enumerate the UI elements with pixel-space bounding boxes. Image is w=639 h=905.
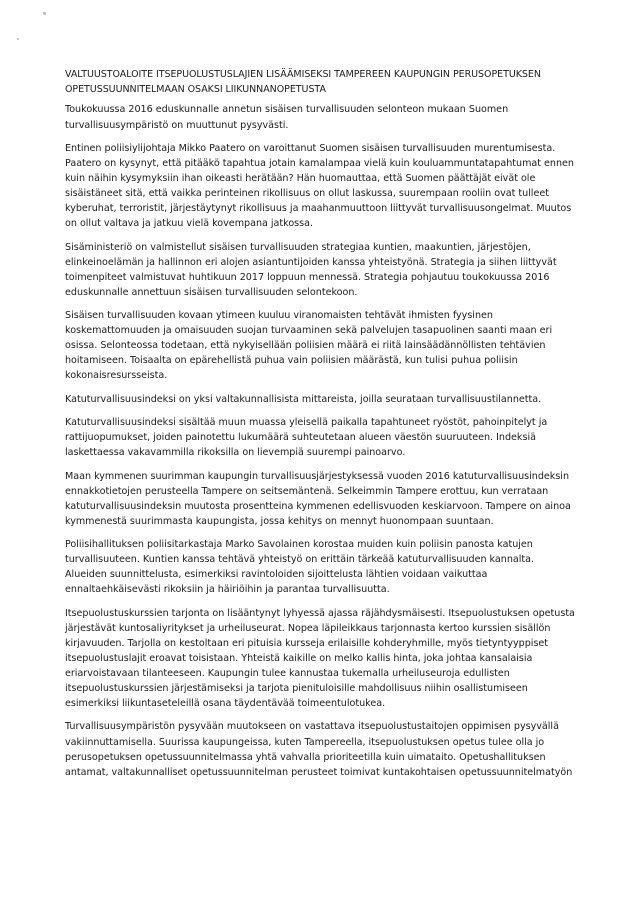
document-title: VALTUUSTOALOITE ITSEPUOLUSTUSLAJIEN LISÄÄMISEKSI TAMPEREEN KAUPUNGIN PERUSOPETUKSEN OPETUSSUUNNITELMAAN OSAKSI LIIKUNNANOPETUSTA	[65, 69, 541, 95]
paragraph: Sisäisen turvallisuuden kovaan ytimeen kuuluu viranomaisten tehtävät ihmisten fyysinen koskemattomuuden ja omaisuuden suojan turvaaminen sekä palvelujen tasapuolinen saanti maan eri osissa. Selonteossa todetaan, että nykyisellään poliisien määrä ei riitä lainsäädännöllisten tehtävien hoitamiseen. Toisaalta on epärehellistä puhua vain poliisien määrästä, kun tulisi puhua poliisin kokonaisresursseista.	[65, 310, 553, 382]
paragraph: Katuturvallisuusindeksi on yksi valtakunnallisista mittareista, joilla seurataan turvallisuustilannetta.	[65, 393, 542, 405]
scan-speck	[17, 38, 19, 40]
document-body	[65, 68, 575, 788]
scan-speck	[43, 12, 46, 15]
paragraph: Poliisihallituksen poliisitarkastaja Marko Savolainen korostaa muiden kuin poliisin panosta katujen turvallisuuteen. Kuntien kanssa tehtävä yhteistyö on erittäin tärkeää katuturvallisuuden kannalta. Alueiden suunnittelusta, esimerkiksi ravintoloiden sijoittelusta lähtien voidaan vaikuttaa ennaltaehkäisevästi rikoksiin ja häiriöihin ja parantaa turvallisuutta.	[65, 539, 535, 596]
paragraph: Katuturvallisuusindeksi sisältää muun muassa yleisellä paikalla tapahtuneet ryöstöt, pahoinpitelyt ja rattijuopumukset, joiden painotettu lukumäärä suhteutetaan alueen väestön suuruuteen. Indeksiä laskettaessa vakavammilla rikoksilla on lievempiä suurempi painoarvo.	[65, 417, 548, 459]
paragraph: Entinen poliisiylijohtaja Mikko Paatero on varoittanut Suomen sisäisen turvallisuuden murentumisesta. Paatero on kysynyt, että pitääkö tapahtua jotain kamalampaa vielä kuin kouluammuntatapahtumat ennen kuin näihin kysymyksiin ihan oikeasti herätään? Hän huomauttaa, että Suomen päättäjät eivät ole sisäistäneet sitä, että vaikka perinteinen rikollisuus on ollut laskussa, suurempaan rooliin ovat tulleet kyberuhat, terroristit, järjestäytynyt rikollisuus ja maahanmuuttoon liittyvät turvallisuusongelmat. Muutos on ollut valtava ja jatkuu vielä kovempana jatkossa.	[65, 142, 574, 230]
paragraph: Sisäministeriö on valmistellut sisäisen turvallisuuden strategiaa kuntien, maakuntien, järjestöjen, elinkeinoelämän ja hallinnon eri alojen asiantuntijoiden kanssa yhteistyönä. Strategia ja siihen liittyvät toimenpiteet valmistuvat huhtikuun 2017 loppuun mennessä. Strategia pohjautuu toukokuussa 2016 eduskunnalle annettuun sisäisen turvallisuuden selontekoon.	[65, 241, 557, 298]
paragraph: Itsepuolustuskurssien tarjonta on lisääntynyt lyhyessä ajassa räjähdysmäisesti. Itsepuolustuksen opetusta järjestävät kuntosaliyritykset ja urheiluseurat. Nopea läpileikkaus tarjonnasta kertoo kurssien sisällön kirjavuuden. Tarjolla on kestoltaan eri pituisia kursseja erilaisille kohderyhmille, myös tietyntyyppiset itsepuolustuslajit eroavat toisistaan. Yhteistä kaikille on melko kallis hinta, joka johtaa kansalaisia eriarvoistavaan tilanteeseen. Kaupungin tulee kannustaa tukemalla urheiluseuroja edullisten itsepuolustuskurssien järjestämiseksi ja tarjota pienituloisille mahdollisuus niihin osallistumiseen esimerkiksi liikuntaseteleillä osana täydentävää toimeentulotukea.	[65, 607, 575, 710]
paragraph: Turvallisuusympäristön pysyvään muutokseen on vastattava itsepuolustustaitojen oppimisen pysyvällä vakiinnuttamisella. Suurissa kaupungeissa, kuten Tampereella, itsepuolustuksen opetus tulee olla jo perusopetuksen opetussuunnitelmassa yhtä vahvalla prioriteetilla kuin uimataito. Opetushallituksen antamat, valtakunnalliset opetussuunnitelman perusteet toimivat kuntakohtaisen opetussuunnitelmatyön	[65, 721, 573, 778]
paragraph: Toukokuussa 2016 eduskunnalle annetun sisäisen turvallisuuden selonteon mukaan Suomen turvallisuusympäristö on muuttunut pysyvästi.	[65, 104, 509, 131]
paragraph: Maan kymmenen suurimman kaupungin turvallisuusjärjestyksessä vuoden 2016 katuturvallisuusindeksin ennakkotietojen perusteella Tampere on seitsemäntenä. Selkeimmin Tampere erottuu, kun verrataan katuturvallisuusindeksin muutosta prosentteina kymmenen edellisvuoden keskiarvoon. Tampere on ainoa kymmenestä suurimmasta kaupungista, jossa kehitys on mennyt huonompaan suuntaan.	[65, 470, 571, 527]
